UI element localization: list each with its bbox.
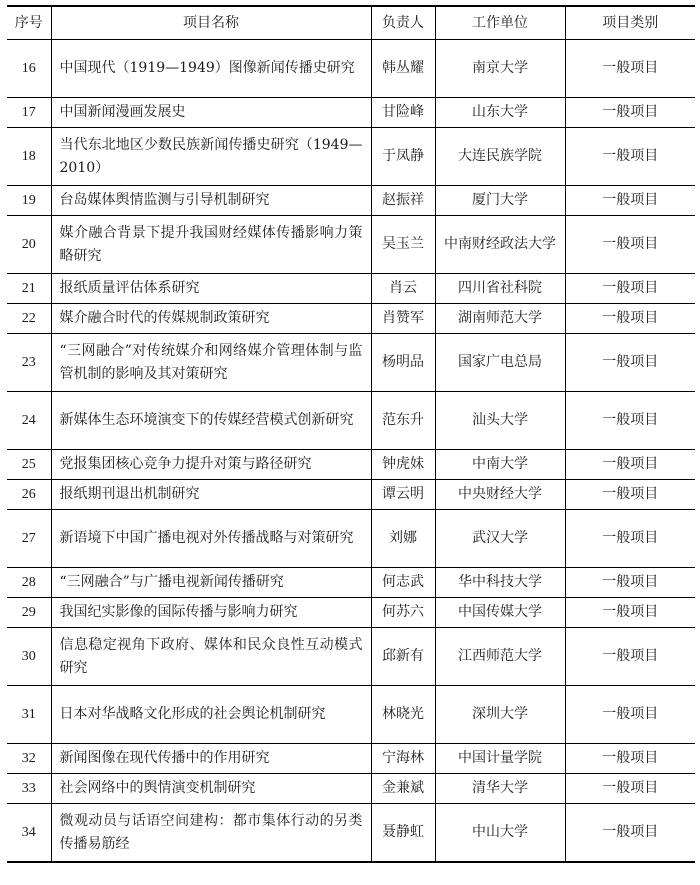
cell-project-name: 当代东北地区少数民族新闻传播史研究（1949—2010） [51,128,371,186]
table-row [7,98,695,128]
cell-org: 深圳大学 [435,686,565,744]
table-row [7,40,695,98]
cell-lead: 赵振祥 [371,186,435,216]
cell-project-name: 媒介融合时代的传媒规制政策研究 [51,304,371,334]
cell-lead: 钟虎妹 [371,450,435,480]
cell-no: 23 [7,334,51,392]
cell-type: 一般项目 [565,598,695,628]
header-name: 项目名称 [51,6,371,40]
cell-type: 一般项目 [565,40,695,98]
table-row [7,334,695,392]
cell-org: 中南财经政法大学 [435,216,565,274]
cell-org: 中南大学 [435,450,565,480]
table-row [7,304,695,334]
cell-lead: 谭云明 [371,480,435,510]
cell-type: 一般项目 [565,128,695,186]
cell-lead: 吴玉兰 [371,216,435,274]
cell-type: 一般项目 [565,568,695,598]
cell-project-name: 社会网络中的舆情演变机制研究 [51,774,371,804]
cell-type: 一般项目 [565,186,695,216]
cell-project-name: 党报集团核心竞争力提升对策与路径研究 [51,450,371,480]
cell-lead: 金兼斌 [371,774,435,804]
cell-no: 31 [7,686,51,744]
cell-type: 一般项目 [565,744,695,774]
cell-lead: 甘险峰 [371,98,435,128]
cell-project-name: “三网融合”对传统媒介和网络媒介管理体制与监管机制的影响及其对策研究 [51,334,371,392]
cell-lead: 邱新有 [371,628,435,686]
project-table [7,5,695,863]
table-row [7,216,695,274]
cell-no: 16 [7,40,51,98]
cell-lead: 于凤静 [371,128,435,186]
cell-project-name: 微观动员与话语空间建构：都市集体行动的另类传播易筋经 [51,804,371,863]
cell-no: 27 [7,510,51,568]
cell-org: 南京大学 [435,40,565,98]
cell-project-name: 信息稳定视角下政府、媒体和民众良性互动模式研究 [51,628,371,686]
cell-no: 26 [7,480,51,510]
cell-org: 厦门大学 [435,186,565,216]
cell-org: 国家广电总局 [435,334,565,392]
table-row [7,774,695,804]
cell-type: 一般项目 [565,510,695,568]
cell-lead: 韩丛耀 [371,40,435,98]
cell-project-name: “三网融合”与广播电视新闻传播研究 [51,568,371,598]
cell-no: 25 [7,450,51,480]
cell-org: 华中科技大学 [435,568,565,598]
table-row [7,274,695,304]
cell-org: 清华大学 [435,774,565,804]
table-body [7,40,695,863]
cell-project-name: 报纸质量评估体系研究 [51,274,371,304]
table-row [7,628,695,686]
table-header [7,6,695,40]
cell-project-name: 中国现代（1919—1949）图像新闻传播史研究 [51,40,371,98]
cell-no: 29 [7,598,51,628]
cell-project-name: 我国纪实影像的国际传播与影响力研究 [51,598,371,628]
cell-project-name: 新语境下中国广播电视对外传播战略与对策研究 [51,510,371,568]
cell-lead: 宁海林 [371,744,435,774]
table-row [7,568,695,598]
cell-org: 大连民族学院 [435,128,565,186]
cell-type: 一般项目 [565,774,695,804]
cell-lead: 林晓光 [371,686,435,744]
cell-lead: 肖赞军 [371,304,435,334]
table-row [7,510,695,568]
cell-project-name: 台岛媒体舆情监测与引导机制研究 [51,186,371,216]
cell-lead: 范东升 [371,392,435,450]
table-row [7,480,695,510]
cell-no: 22 [7,304,51,334]
table-row [7,598,695,628]
cell-no: 19 [7,186,51,216]
header-type: 项目类别 [565,6,695,40]
cell-type: 一般项目 [565,334,695,392]
table-row [7,392,695,450]
table-row [7,804,695,863]
table-row [7,744,695,774]
cell-lead: 聂静虹 [371,804,435,863]
cell-no: 21 [7,274,51,304]
cell-no: 28 [7,568,51,598]
cell-type: 一般项目 [565,274,695,304]
cell-type: 一般项目 [565,628,695,686]
header-org: 工作单位 [435,6,565,40]
cell-project-name: 新闻图像在现代传播中的作用研究 [51,744,371,774]
header-no: 序号 [7,6,51,40]
cell-no: 32 [7,744,51,774]
header-row [7,6,695,40]
cell-no: 20 [7,216,51,274]
table-row [7,450,695,480]
cell-type: 一般项目 [565,450,695,480]
cell-type: 一般项目 [565,480,695,510]
cell-org: 武汉大学 [435,510,565,568]
cell-org: 山东大学 [435,98,565,128]
cell-project-name: 中国新闻漫画发展史 [51,98,371,128]
table-row [7,686,695,744]
cell-type: 一般项目 [565,98,695,128]
cell-no: 24 [7,392,51,450]
cell-org: 中国计量学院 [435,744,565,774]
cell-type: 一般项目 [565,304,695,334]
cell-no: 17 [7,98,51,128]
cell-type: 一般项目 [565,804,695,863]
cell-lead: 肖云 [371,274,435,304]
cell-lead: 何苏六 [371,598,435,628]
cell-lead: 何志武 [371,568,435,598]
cell-no: 34 [7,804,51,863]
cell-lead: 刘娜 [371,510,435,568]
cell-project-name: 报纸期刊退出机制研究 [51,480,371,510]
cell-org: 江西师范大学 [435,628,565,686]
cell-project-name: 媒介融合背景下提升我国财经媒体传播影响力策略研究 [51,216,371,274]
cell-type: 一般项目 [565,216,695,274]
cell-no: 30 [7,628,51,686]
cell-type: 一般项目 [565,392,695,450]
cell-no: 18 [7,128,51,186]
cell-org: 汕头大学 [435,392,565,450]
cell-lead: 杨明品 [371,334,435,392]
table-row [7,186,695,216]
cell-org: 湖南师范大学 [435,304,565,334]
cell-project-name: 新媒体生态环境演变下的传媒经营模式创新研究 [51,392,371,450]
cell-org: 中山大学 [435,804,565,863]
cell-org: 中央财经大学 [435,480,565,510]
cell-type: 一般项目 [565,686,695,744]
cell-no: 33 [7,774,51,804]
cell-org: 四川省社科院 [435,274,565,304]
cell-project-name: 日本对华战略文化形成的社会舆论机制研究 [51,686,371,744]
cell-org: 中国传媒大学 [435,598,565,628]
header-lead: 负责人 [371,6,435,40]
table-row [7,128,695,186]
